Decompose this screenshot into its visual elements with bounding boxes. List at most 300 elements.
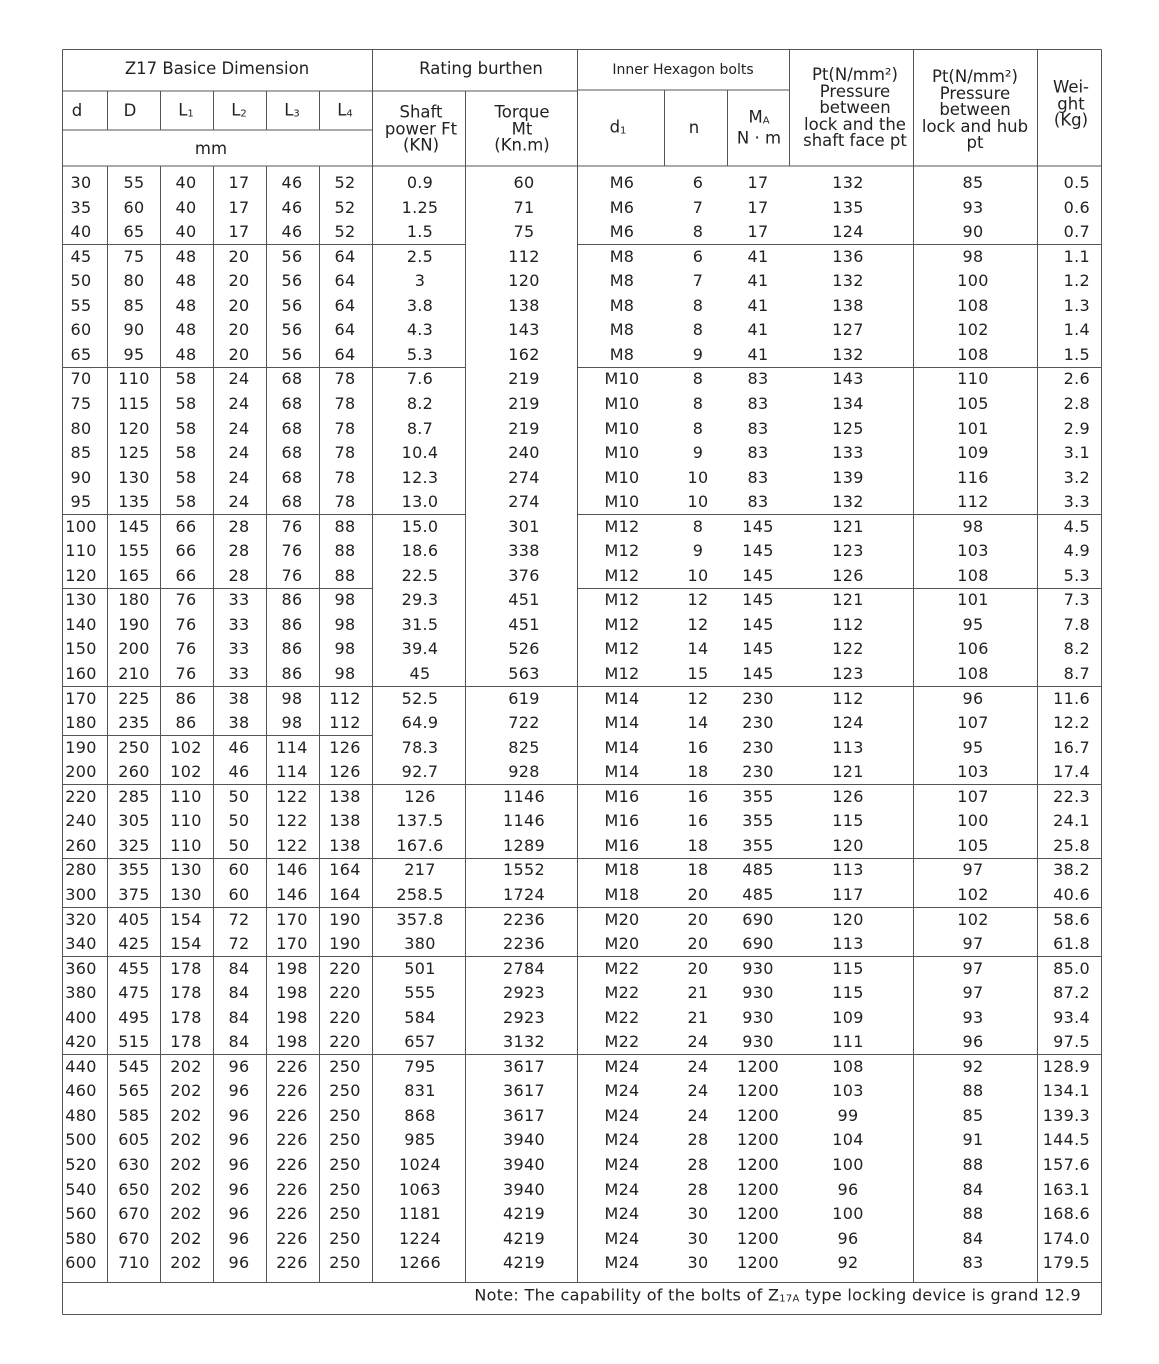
table-cell: 124 bbox=[832, 222, 864, 242]
table-cell: 48 bbox=[175, 271, 197, 291]
table-cell: 8 bbox=[692, 369, 704, 389]
table-cell: 83 bbox=[747, 393, 769, 413]
table-cell: 45 bbox=[409, 664, 431, 683]
table-cell: M12 bbox=[604, 664, 640, 683]
table-cell: 1289 bbox=[503, 835, 545, 855]
table-cell: 145 bbox=[742, 590, 774, 610]
table-cell: 115 bbox=[832, 983, 864, 1003]
table-cell: 144.5 bbox=[1042, 1130, 1090, 1150]
table-cell: 1024 bbox=[399, 1155, 441, 1174]
table-cell: 11.6 bbox=[1053, 688, 1090, 708]
table-cell: 1724 bbox=[503, 884, 545, 904]
table-cell: 9 bbox=[692, 541, 704, 561]
table-cell: M22 bbox=[604, 958, 640, 978]
table-cell: 565 bbox=[118, 1081, 150, 1101]
table-cell: 112 bbox=[508, 246, 540, 266]
table-cell: 58 bbox=[175, 492, 197, 512]
table-cell: 75 bbox=[123, 246, 145, 266]
table-cell: 8 bbox=[692, 222, 704, 242]
table-cell: 84 bbox=[228, 1032, 250, 1052]
table-cell: 52 bbox=[334, 222, 356, 242]
table-cell: 305 bbox=[118, 811, 150, 831]
table-cell: 250 bbox=[329, 1228, 361, 1248]
table-cell: M10 bbox=[604, 492, 640, 512]
table-cell: 112 bbox=[832, 688, 864, 708]
table-cell: 1200 bbox=[737, 1081, 779, 1101]
table-cell: 91 bbox=[962, 1130, 984, 1150]
table-cell: 2784 bbox=[503, 958, 545, 978]
table-cell: 455 bbox=[118, 958, 150, 978]
table-cell: 17.4 bbox=[1053, 762, 1090, 782]
table-cell: 145 bbox=[742, 664, 774, 683]
table-cell: 78 bbox=[334, 467, 356, 487]
table-cell: 1266 bbox=[399, 1253, 441, 1273]
table-cell: M12 bbox=[604, 639, 640, 659]
table-cell: 174.0 bbox=[1042, 1228, 1090, 1248]
table-cell: 500 bbox=[65, 1130, 97, 1150]
table-cell: 25.8 bbox=[1053, 835, 1090, 855]
table-cell: 130 bbox=[65, 590, 97, 610]
table-cell: 97.5 bbox=[1053, 1032, 1090, 1052]
table-cell: 985 bbox=[404, 1130, 436, 1150]
table-cell: 17 bbox=[747, 173, 769, 192]
table-cell: 145 bbox=[118, 516, 150, 536]
table-cell: 107 bbox=[957, 786, 989, 806]
header-pressure-hub-line: pt bbox=[966, 132, 984, 152]
table-cell: 121 bbox=[832, 762, 864, 782]
table-cell: 45 bbox=[70, 246, 92, 266]
table-cell: 928 bbox=[508, 762, 540, 782]
table-cell: 3940 bbox=[503, 1155, 545, 1174]
table-cell: M22 bbox=[604, 1032, 640, 1052]
table-cell: 7.8 bbox=[1063, 614, 1090, 634]
table-cell: 128.9 bbox=[1042, 1056, 1090, 1076]
table-cell: 117 bbox=[832, 884, 864, 904]
table-cell: 930 bbox=[742, 958, 774, 978]
table-cell: 200 bbox=[65, 762, 97, 782]
table-cell: 114 bbox=[276, 737, 308, 757]
header-mm: mm bbox=[194, 138, 228, 158]
table-note-suffix: type locking device is grand 12.9 bbox=[799, 1285, 1081, 1305]
table-cell: 795 bbox=[404, 1056, 436, 1076]
table-cell: 46 bbox=[228, 737, 250, 757]
table-cell: 66 bbox=[175, 516, 197, 536]
table-cell: 3617 bbox=[503, 1081, 545, 1101]
table-note bbox=[474, 1285, 1081, 1305]
table-cell: 92.7 bbox=[401, 762, 439, 782]
table-cell: 46 bbox=[281, 197, 303, 217]
table-cell: 17 bbox=[228, 197, 250, 217]
table-cell: 30 bbox=[70, 173, 92, 192]
table-cell: 357.8 bbox=[396, 909, 444, 929]
table-cell: 7.3 bbox=[1063, 590, 1090, 610]
table-cell: 104 bbox=[832, 1130, 864, 1150]
table-cell: M24 bbox=[604, 1253, 640, 1273]
table-cell: 190 bbox=[65, 737, 97, 757]
table-cell: 563 bbox=[508, 664, 540, 683]
table-cell: 190 bbox=[329, 934, 361, 954]
table-cell: 154 bbox=[170, 934, 202, 954]
table-cell: 325 bbox=[118, 835, 150, 855]
table-cell: 110 bbox=[65, 541, 97, 561]
table-cell: 1200 bbox=[737, 1155, 779, 1174]
table-cell: 30 bbox=[687, 1253, 709, 1273]
table-cell: 219 bbox=[508, 369, 540, 389]
table-cell: 84 bbox=[962, 1179, 984, 1199]
table-cell: 230 bbox=[742, 737, 774, 757]
table-cell: 10.4 bbox=[401, 443, 439, 463]
table-cell: 20 bbox=[228, 320, 250, 340]
table-cell: 113 bbox=[832, 860, 864, 880]
table-cell: 86 bbox=[281, 590, 303, 610]
table-cell: 33 bbox=[228, 639, 250, 659]
table-cell: 150 bbox=[65, 639, 97, 659]
table-cell: 420 bbox=[65, 1032, 97, 1052]
table-cell: 95 bbox=[70, 492, 92, 512]
table-cell: 96 bbox=[837, 1228, 859, 1248]
table-cell: 250 bbox=[329, 1204, 361, 1224]
table-cell: 98 bbox=[334, 590, 356, 610]
table-cell: 76 bbox=[281, 541, 303, 561]
table-cell: 90 bbox=[70, 467, 92, 487]
header-shaft-power-line: power Ft bbox=[384, 118, 458, 138]
table-cell: 97 bbox=[962, 958, 984, 978]
table-cell: 200 bbox=[118, 639, 150, 659]
table-cell: 6 bbox=[692, 246, 704, 266]
table-cell: 103 bbox=[832, 1081, 864, 1101]
table-cell: 18 bbox=[687, 835, 709, 855]
header-torque bbox=[494, 104, 549, 154]
table-cell: 64 bbox=[334, 246, 356, 266]
table-cell: 285 bbox=[118, 786, 150, 806]
table-cell: 90 bbox=[962, 222, 984, 242]
table-cell: 120 bbox=[65, 565, 97, 585]
header-pressure-shaft-line: lock and the bbox=[804, 114, 906, 134]
table-cell: 240 bbox=[65, 811, 97, 831]
table-cell: M8 bbox=[609, 271, 635, 291]
table-cell: 41 bbox=[747, 320, 769, 340]
table-cell: 710 bbox=[118, 1253, 150, 1273]
header-d1-letter: d bbox=[609, 117, 621, 137]
table-cell: M8 bbox=[609, 344, 635, 364]
table-cell: 831 bbox=[404, 1081, 436, 1101]
table-cell: 440 bbox=[65, 1056, 97, 1076]
table-cell: 58 bbox=[175, 443, 197, 463]
table-cell: 60 bbox=[123, 197, 145, 217]
table-cell: 520 bbox=[65, 1155, 97, 1174]
table-cell: 226 bbox=[276, 1204, 308, 1224]
table-cell: 17 bbox=[747, 222, 769, 242]
table-cell: 202 bbox=[170, 1105, 202, 1125]
table-cell: 670 bbox=[118, 1228, 150, 1248]
table-cell: 3.1 bbox=[1063, 443, 1090, 463]
table-cell: 68 bbox=[281, 443, 303, 463]
table-cell: 1146 bbox=[503, 786, 545, 806]
table-cell: 80 bbox=[70, 418, 92, 438]
table-cell: 1200 bbox=[737, 1204, 779, 1224]
header-shaft-power bbox=[385, 104, 457, 154]
table-cell: 17 bbox=[228, 173, 250, 192]
table-cell: 96 bbox=[228, 1105, 250, 1125]
table-cell: 50 bbox=[228, 811, 250, 831]
table-cell: 235 bbox=[118, 713, 150, 733]
table-cell: 0.6 bbox=[1063, 197, 1090, 217]
table-cell: 8.7 bbox=[406, 418, 434, 438]
table-cell: 4219 bbox=[503, 1253, 545, 1273]
table-cell: 1.3 bbox=[1063, 295, 1090, 315]
table-cell: M12 bbox=[604, 516, 640, 536]
table-cell: 101 bbox=[957, 590, 989, 610]
table-cell: M12 bbox=[604, 565, 640, 585]
table-cell: 78 bbox=[334, 418, 356, 438]
table-cell: 657 bbox=[404, 1032, 436, 1052]
table-cell: 110 bbox=[957, 369, 989, 389]
table-cell: 115 bbox=[832, 958, 864, 978]
table-cell: 122 bbox=[276, 811, 308, 831]
table-cell: 58 bbox=[175, 467, 197, 487]
table-cell: 460 bbox=[65, 1081, 97, 1101]
table-note-sub: 17A bbox=[779, 1293, 800, 1305]
table-cell: 20 bbox=[228, 246, 250, 266]
table-cell: 41 bbox=[747, 246, 769, 266]
table-cell: M14 bbox=[604, 737, 640, 757]
table-cell: M6 bbox=[609, 222, 635, 242]
table-cell: 102 bbox=[170, 737, 202, 757]
table-cell: 480 bbox=[65, 1105, 97, 1125]
table-cell: 103 bbox=[957, 541, 989, 561]
table-cell: 250 bbox=[329, 1179, 361, 1199]
table-cell: 930 bbox=[742, 1032, 774, 1052]
table-cell: M10 bbox=[604, 393, 640, 413]
table-cell: M18 bbox=[604, 860, 640, 880]
table-cell: 8 bbox=[692, 320, 704, 340]
header-shaft-power-line: Shaft bbox=[399, 102, 443, 122]
table-cell: 93 bbox=[962, 197, 984, 217]
table-cell: 39.4 bbox=[401, 639, 439, 659]
table-cell: 4.3 bbox=[406, 320, 434, 340]
table-cell: 46 bbox=[228, 762, 250, 782]
table-cell: 15 bbox=[687, 664, 709, 683]
table-cell: 64 bbox=[334, 295, 356, 315]
table-cell: 7 bbox=[692, 271, 704, 291]
table-cell: 126 bbox=[832, 786, 864, 806]
table-cell: 143 bbox=[508, 320, 540, 340]
table-cell: 164 bbox=[329, 860, 361, 880]
table-cell: 190 bbox=[329, 909, 361, 929]
table-cell: 46 bbox=[281, 173, 303, 192]
table-cell: 600 bbox=[65, 1253, 97, 1273]
table-cell: 84 bbox=[228, 1007, 250, 1027]
table-cell: 41 bbox=[747, 344, 769, 364]
header-shaft-power-line: (KN) bbox=[402, 135, 440, 155]
table-cell: 98 bbox=[281, 713, 303, 733]
table-cell: 28 bbox=[687, 1179, 709, 1199]
table-cell: 139 bbox=[832, 467, 864, 487]
table-cell: 24 bbox=[687, 1105, 709, 1125]
table-cell: 143 bbox=[832, 369, 864, 389]
table-cell: 68 bbox=[281, 393, 303, 413]
header-pressure-shaft-line: between bbox=[819, 97, 891, 117]
table-cell: 2.6 bbox=[1063, 369, 1090, 389]
header-L2-sub: 2 bbox=[240, 108, 247, 120]
table-cell: 355 bbox=[742, 786, 774, 806]
table-cell: M16 bbox=[604, 786, 640, 806]
table-cell: 28 bbox=[228, 565, 250, 585]
table-cell: 138 bbox=[329, 786, 361, 806]
table-cell: 495 bbox=[118, 1007, 150, 1027]
table-cell: 116 bbox=[957, 467, 989, 487]
table-cell: 120 bbox=[118, 418, 150, 438]
table-cell: 52 bbox=[334, 197, 356, 217]
table-cell: 133 bbox=[832, 443, 864, 463]
table-cell: 4.9 bbox=[1063, 541, 1090, 561]
table-cell: 145 bbox=[742, 614, 774, 634]
header-pressure-hub bbox=[921, 66, 1029, 152]
table-cell: M10 bbox=[604, 369, 640, 389]
table-cell: 178 bbox=[170, 983, 202, 1003]
table-cell: 22.3 bbox=[1053, 786, 1090, 806]
table-cell: 100 bbox=[832, 1204, 864, 1224]
table-cell: 93 bbox=[962, 1007, 984, 1027]
table-cell: 1.5 bbox=[406, 222, 434, 242]
table-cell: 10 bbox=[687, 467, 709, 487]
table-cell: 120 bbox=[832, 909, 864, 929]
table-cell: 93.4 bbox=[1053, 1007, 1090, 1027]
table-cell: 121 bbox=[832, 590, 864, 610]
table-cell: 88 bbox=[962, 1204, 984, 1224]
table-cell: 66 bbox=[175, 565, 197, 585]
table-cell: 2236 bbox=[503, 934, 545, 954]
table-cell: 226 bbox=[276, 1253, 308, 1273]
table-cell: 3617 bbox=[503, 1105, 545, 1125]
table-cell: 40 bbox=[175, 197, 197, 217]
table-cell: 66 bbox=[175, 541, 197, 561]
header-d: d bbox=[71, 100, 83, 120]
table-cell: 20 bbox=[228, 271, 250, 291]
table-cell: 380 bbox=[65, 983, 97, 1003]
table-cell: 138 bbox=[508, 295, 540, 315]
table-cell: M22 bbox=[604, 1007, 640, 1027]
table-cell: M18 bbox=[604, 884, 640, 904]
table-cell: 97 bbox=[962, 983, 984, 1003]
table-cell: 130 bbox=[118, 467, 150, 487]
table-cell: 202 bbox=[170, 1130, 202, 1150]
table-cell: M14 bbox=[604, 762, 640, 782]
table-cell: 619 bbox=[508, 688, 540, 708]
table-cell: 630 bbox=[118, 1155, 150, 1174]
table-cell: 40.6 bbox=[1053, 884, 1090, 904]
table-cell: 58.6 bbox=[1053, 909, 1090, 929]
header-L4-letter: L bbox=[337, 100, 347, 120]
table-cell: 198 bbox=[276, 1007, 308, 1027]
table-cell: 85 bbox=[123, 295, 145, 315]
table-cell: M24 bbox=[604, 1130, 640, 1150]
table-cell: 55 bbox=[70, 295, 92, 315]
table-cell: 585 bbox=[118, 1105, 150, 1125]
table-cell: 101 bbox=[957, 418, 989, 438]
table-cell: 8.7 bbox=[1063, 664, 1090, 683]
header-ma-symbol bbox=[737, 107, 781, 131]
table-cell: 12 bbox=[687, 614, 709, 634]
table-cell: 2923 bbox=[503, 1007, 545, 1027]
table-cell: 85 bbox=[962, 173, 984, 192]
table-cell: 31.5 bbox=[401, 614, 439, 634]
header-weight-line: Wei- bbox=[1052, 77, 1090, 97]
table-cell: 722 bbox=[508, 713, 540, 733]
table-cell: M6 bbox=[609, 197, 635, 217]
table-cell: 33 bbox=[228, 590, 250, 610]
header-pressure-shaft-line: Pressure bbox=[819, 81, 891, 101]
header-pressure-shaft bbox=[803, 64, 907, 150]
table-cell: 164 bbox=[329, 884, 361, 904]
table-cell: 3940 bbox=[503, 1179, 545, 1199]
table-cell: 7 bbox=[692, 197, 704, 217]
table-cell: 102 bbox=[957, 320, 989, 340]
table-cell: 41 bbox=[747, 295, 769, 315]
table-cell: 40 bbox=[175, 222, 197, 242]
table-cell: 24 bbox=[687, 1081, 709, 1101]
table-cell: 111 bbox=[832, 1032, 864, 1052]
table-cell: M10 bbox=[604, 443, 640, 463]
table-cell: 17 bbox=[747, 197, 769, 217]
table-cell: 163.1 bbox=[1042, 1179, 1090, 1199]
table-cell: 30 bbox=[687, 1204, 709, 1224]
table-cell: M6 bbox=[609, 173, 635, 192]
table-cell: 87.2 bbox=[1053, 983, 1090, 1003]
table-cell: 110 bbox=[170, 786, 202, 806]
table-cell: 226 bbox=[276, 1081, 308, 1101]
table-cell: 20 bbox=[687, 884, 709, 904]
table-cell: 97 bbox=[962, 934, 984, 954]
table-cell: 50 bbox=[228, 835, 250, 855]
table-cell: 338 bbox=[508, 541, 540, 561]
table-cell: 56 bbox=[281, 295, 303, 315]
table-cell: 122 bbox=[276, 786, 308, 806]
table-cell: 9 bbox=[692, 443, 704, 463]
table-cell: 64 bbox=[334, 271, 356, 291]
table-cell: 68 bbox=[281, 467, 303, 487]
table-cell: 40 bbox=[70, 222, 92, 242]
table-cell: 226 bbox=[276, 1105, 308, 1125]
table-cell: 121 bbox=[832, 516, 864, 536]
table-cell: 4.5 bbox=[1063, 516, 1090, 536]
table-cell: 258.5 bbox=[396, 884, 444, 904]
table-cell: 130 bbox=[170, 884, 202, 904]
table-cell: 60 bbox=[228, 884, 250, 904]
table-cell: 178 bbox=[170, 958, 202, 978]
table-cell: 68 bbox=[281, 492, 303, 512]
table-cell: 68 bbox=[281, 418, 303, 438]
table-cell: 178 bbox=[170, 1007, 202, 1027]
table-cell: 1200 bbox=[737, 1228, 779, 1248]
table-cell: 145 bbox=[742, 516, 774, 536]
table-cell: 29.3 bbox=[401, 590, 439, 610]
header-L3-sub: 3 bbox=[293, 108, 300, 120]
dimension-table bbox=[62, 49, 1102, 1315]
table-cell: 100 bbox=[957, 271, 989, 291]
table-cell: 8.2 bbox=[406, 393, 434, 413]
table-cell: 86 bbox=[281, 614, 303, 634]
table-cell: 3.2 bbox=[1063, 467, 1090, 487]
table-cell: 123 bbox=[832, 541, 864, 561]
table-cell: 98 bbox=[962, 246, 984, 266]
table-cell: 98 bbox=[334, 614, 356, 634]
table-cell: 88 bbox=[334, 541, 356, 561]
table-cell: 1181 bbox=[399, 1204, 441, 1224]
header-L3 bbox=[284, 100, 300, 120]
header-torque-line: Torque bbox=[494, 102, 550, 122]
table-cell: 85.0 bbox=[1053, 958, 1090, 978]
